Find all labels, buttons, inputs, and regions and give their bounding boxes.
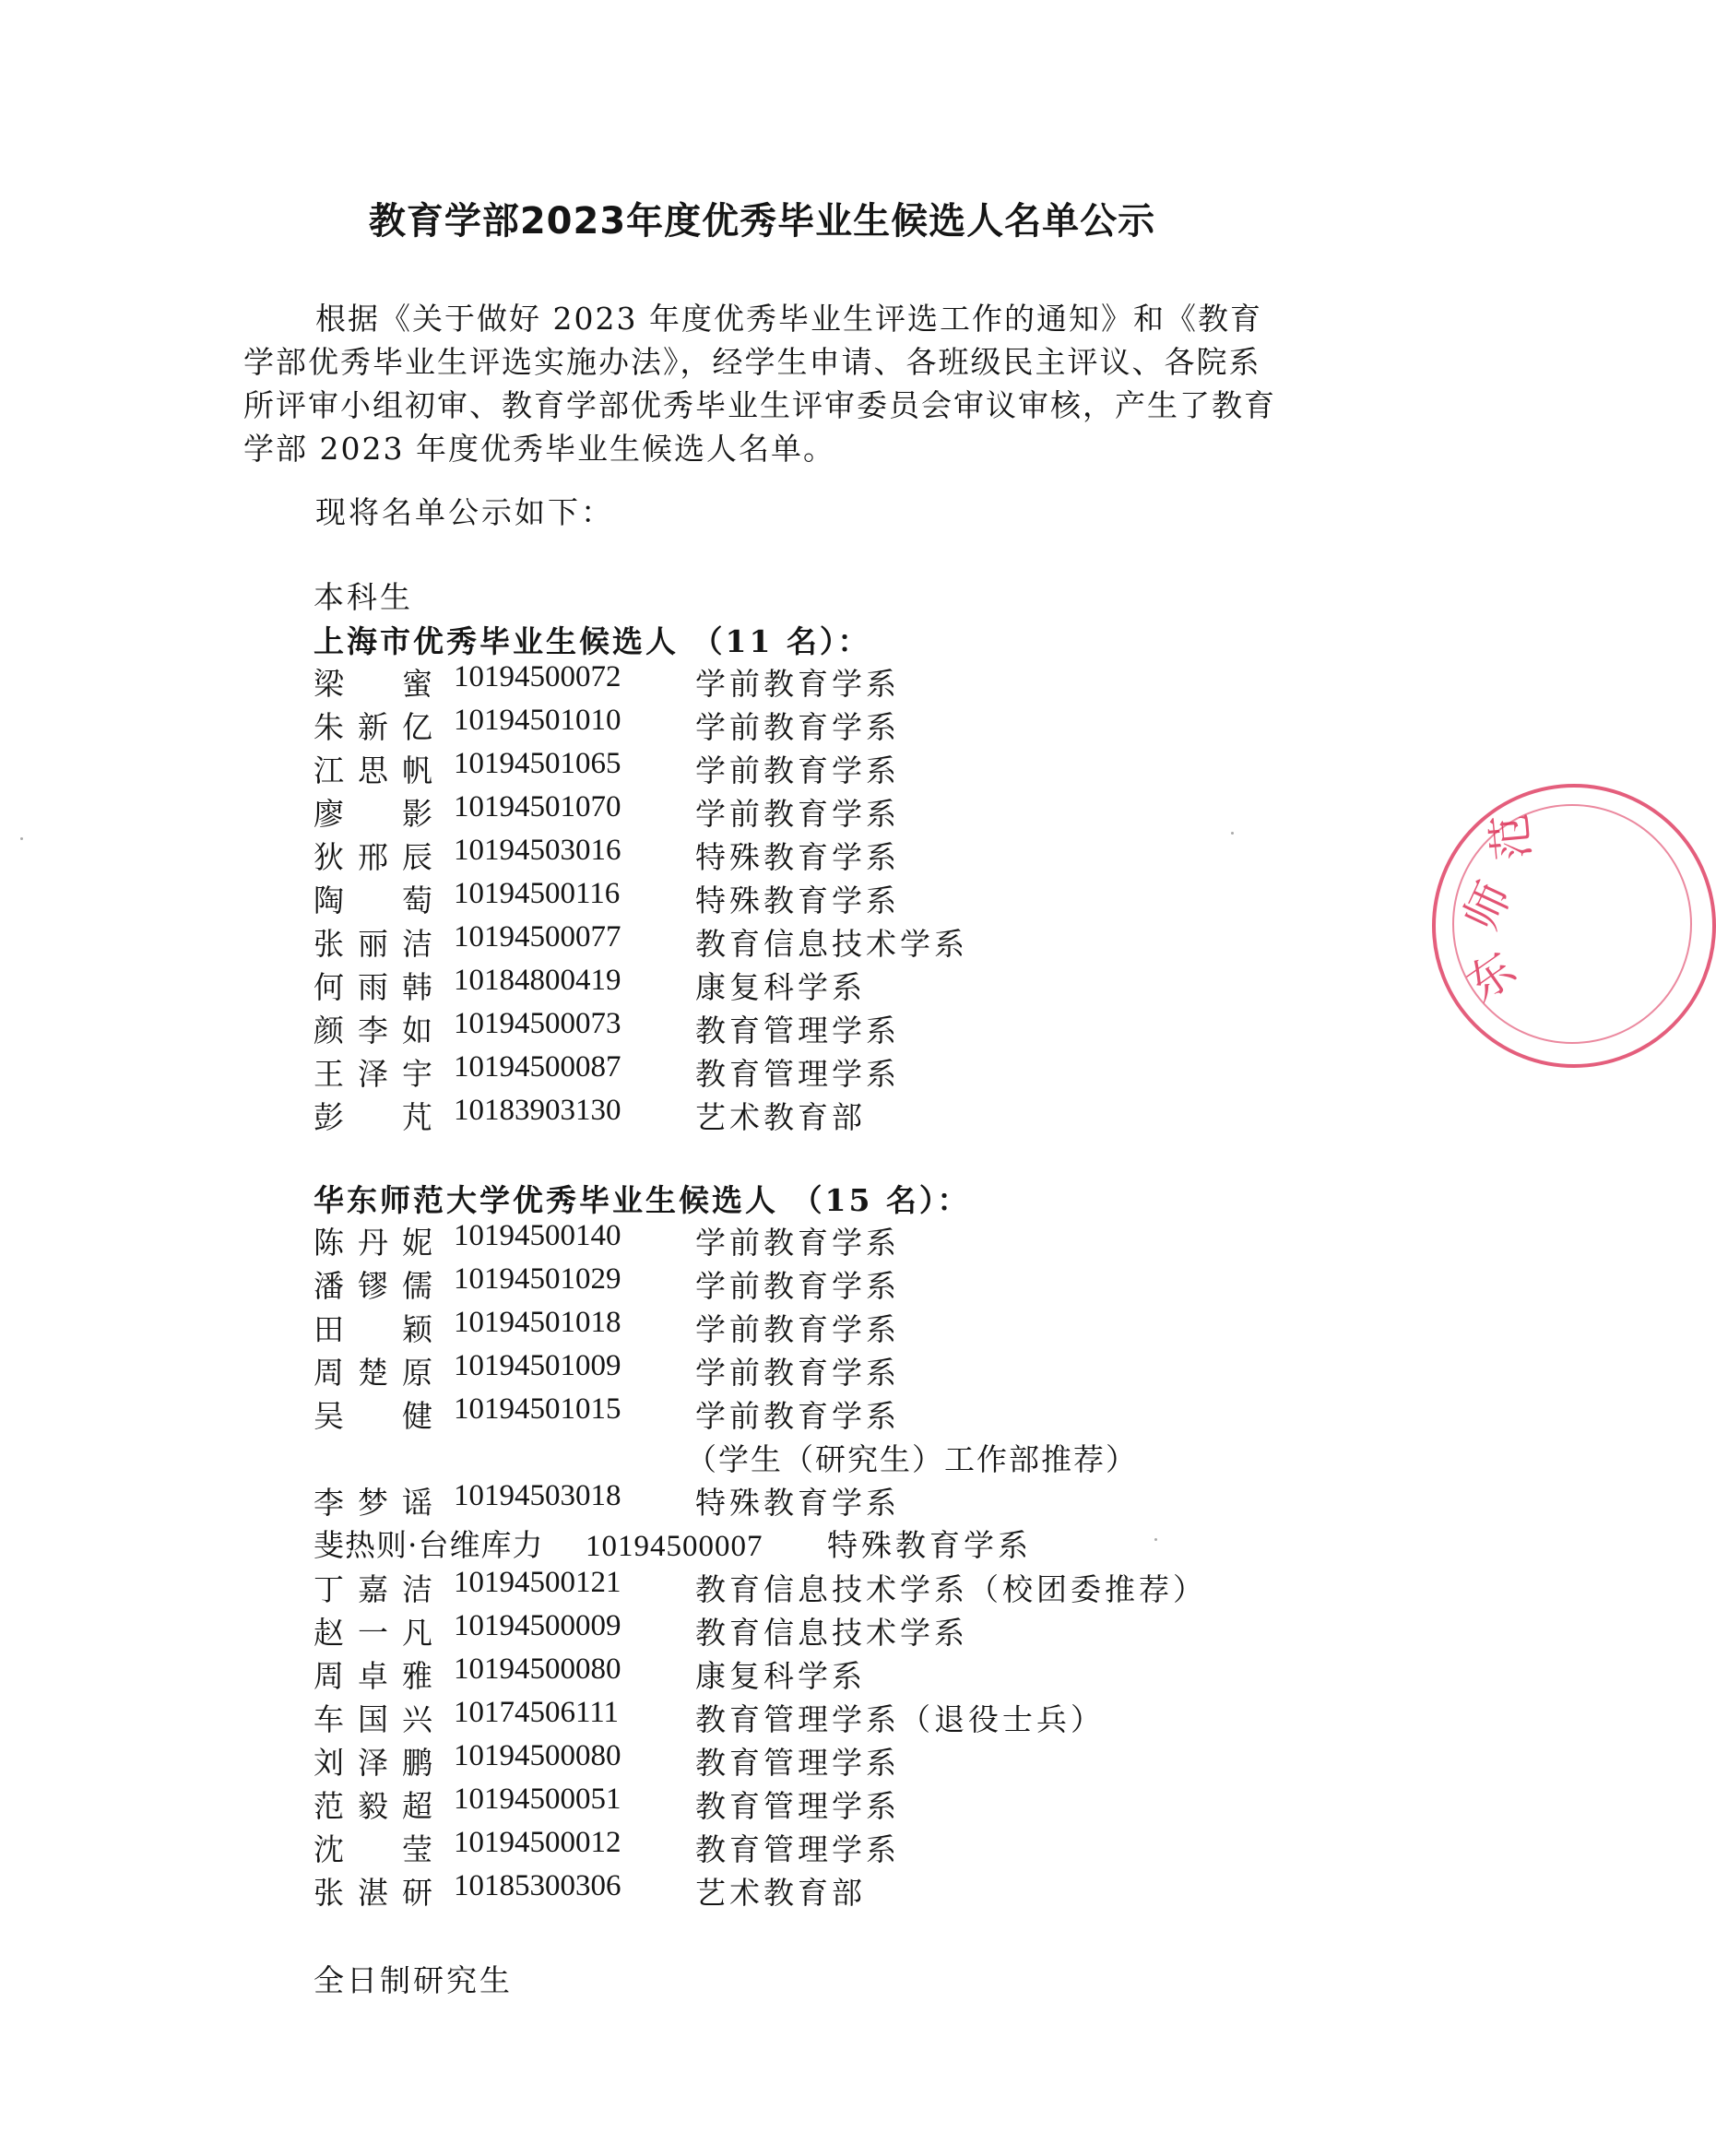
student-id: 10194500009 [454, 1609, 621, 1642]
student-id: 10194500087 [454, 1050, 621, 1084]
student-id: 10183903130 [454, 1094, 621, 1127]
candidate-name: 丁嘉洁 [314, 1571, 433, 1607]
student-id: 10185300306 [454, 1869, 621, 1902]
department: 特殊教育学系 [695, 1485, 900, 1521]
intro-paragraph: 根据《关于做好 2023 年度优秀毕业生评选工作的通知》和《教育学部优秀毕业生评选实施办法》，经学生申请、各班级民主评议、各院系所评审小组初审、教育学部优秀毕业生评审委员会审议审核，产生了教育学部 2023 年度优秀毕业生候选人名单。 [243, 301, 1276, 467]
department: 特殊教育学系 [827, 1527, 1032, 1563]
department: 特殊教育学系 [695, 839, 900, 875]
student-id: 10194501015 [454, 1392, 621, 1426]
scan-speck [1231, 832, 1234, 835]
department: 学前教育学系 [695, 796, 900, 832]
graduate-heading: 全日制研究生 [314, 1962, 513, 1998]
student-id: 10194500073 [454, 1007, 621, 1040]
seal-char: 师 [1453, 873, 1522, 939]
document-title: 教育学部2023年度优秀毕业生候选人名单公示 [368, 200, 1156, 243]
department: 教育管理学系 [695, 1056, 900, 1092]
candidate-name: 廖 影 [314, 796, 433, 832]
department: 教育管理学系 [695, 1831, 900, 1867]
student-id: 10194500080 [454, 1653, 621, 1686]
candidate-name: 江思帆 [314, 752, 433, 788]
department: 学前教育学系 [695, 1398, 900, 1434]
department: 学前教育学系 [695, 1311, 900, 1347]
department: 特殊教育学系 [695, 883, 900, 918]
student-id: 10194500116 [454, 877, 621, 910]
candidate-name: 吴 健 [314, 1398, 433, 1434]
student-id: 10194503016 [454, 834, 621, 867]
candidate-name: 潘镠儒 [314, 1268, 433, 1304]
student-id: 10194500012 [454, 1826, 621, 1859]
candidate-name: 颜李如 [314, 1013, 433, 1048]
student-id: 10194500121 [454, 1566, 621, 1599]
student-id: 10194500080 [454, 1739, 621, 1772]
candidate-name: 沈 莹 [314, 1831, 433, 1867]
department: 学前教育学系 [695, 1355, 900, 1391]
department: 康复科学系 [695, 1658, 866, 1694]
department: 教育管理学系（退役士兵） [695, 1701, 1105, 1737]
department: 教育信息技术学系 [695, 926, 968, 962]
student-id: 10194501009 [454, 1349, 621, 1382]
scan-speck [20, 837, 23, 840]
student-id: 10194501070 [454, 790, 621, 823]
department: 艺术教育部 [695, 1099, 866, 1135]
candidate-name: 李梦谣 [314, 1485, 433, 1521]
candidate-name: 刘泽鹏 [314, 1745, 433, 1781]
candidate-name: 陶 萄 [314, 883, 433, 918]
department: 学前教育学系 [695, 1225, 900, 1261]
student-id: 10194500072 [454, 660, 621, 693]
department: 教育管理学系 [695, 1745, 900, 1781]
seal-char: 范 [1482, 811, 1541, 863]
student-id: 10194500007 [586, 1530, 763, 1563]
department: 艺术教育部 [695, 1875, 866, 1911]
student-id: 10194500051 [454, 1783, 621, 1816]
student-id: 10194501029 [454, 1262, 621, 1296]
department: 教育信息技术学系（校团委推荐） [695, 1571, 1207, 1607]
student-id: 10174506111 [454, 1696, 620, 1729]
student-id: 10194503018 [454, 1479, 621, 1512]
shanghai-candidates-heading: 上海市优秀毕业生候选人 （11 名）： [314, 623, 871, 659]
candidate-name: 朱新亿 [314, 709, 433, 745]
department: 教育管理学系 [695, 1013, 900, 1048]
candidate-name: 陈丹妮 [314, 1225, 433, 1261]
special-candidate-row [314, 1522, 1032, 1565]
candidate-name: 彭 芃 [314, 1099, 433, 1135]
intro-announce-line: 现将名单公示如下： [315, 494, 614, 530]
student-id: 10194500140 [454, 1219, 621, 1252]
department: 教育管理学系 [695, 1788, 900, 1824]
candidate-name: 范毅超 [314, 1788, 433, 1824]
department: 康复科学系 [695, 969, 866, 1005]
student-id: 10194501010 [454, 704, 621, 737]
candidate-name: 田 颖 [314, 1311, 433, 1347]
candidate-name: 周楚原 [314, 1355, 433, 1391]
department: 教育信息技术学系 [695, 1615, 968, 1651]
scan-speck [1154, 1538, 1157, 1541]
department: 学前教育学系 [695, 752, 900, 788]
student-id: 10194501018 [454, 1306, 621, 1339]
undergrad-heading: 本科生 [314, 579, 413, 615]
department: 学前教育学系 [695, 1268, 900, 1304]
department: （学生（研究生）工作部推荐） [686, 1441, 1138, 1477]
candidate-name: 周卓雅 [314, 1658, 433, 1694]
ecnu-candidates-heading: 华东师范大学优秀毕业生候选人 （15 名）： [314, 1182, 971, 1218]
student-id: 10184800419 [454, 964, 621, 997]
candidate-name: 赵一凡 [314, 1615, 433, 1651]
candidate-name: 狄邢辰 [314, 839, 433, 875]
candidate-name: 梁 蜜 [314, 666, 433, 702]
candidate-name: 张丽洁 [314, 926, 433, 962]
department: 学前教育学系 [695, 666, 900, 702]
candidate-name: 张湛研 [314, 1875, 433, 1911]
candidate-name: 何雨韩 [314, 969, 433, 1005]
student-id: 10194501065 [454, 747, 621, 780]
department: 学前教育学系 [695, 709, 900, 745]
seal-char: 东 [1457, 942, 1526, 1013]
candidate-name: 斐热则·台维库力 [314, 1527, 544, 1563]
candidate-name: 车国兴 [314, 1701, 433, 1737]
student-id: 10194500077 [454, 920, 621, 954]
candidate-name: 王泽宇 [314, 1056, 433, 1092]
